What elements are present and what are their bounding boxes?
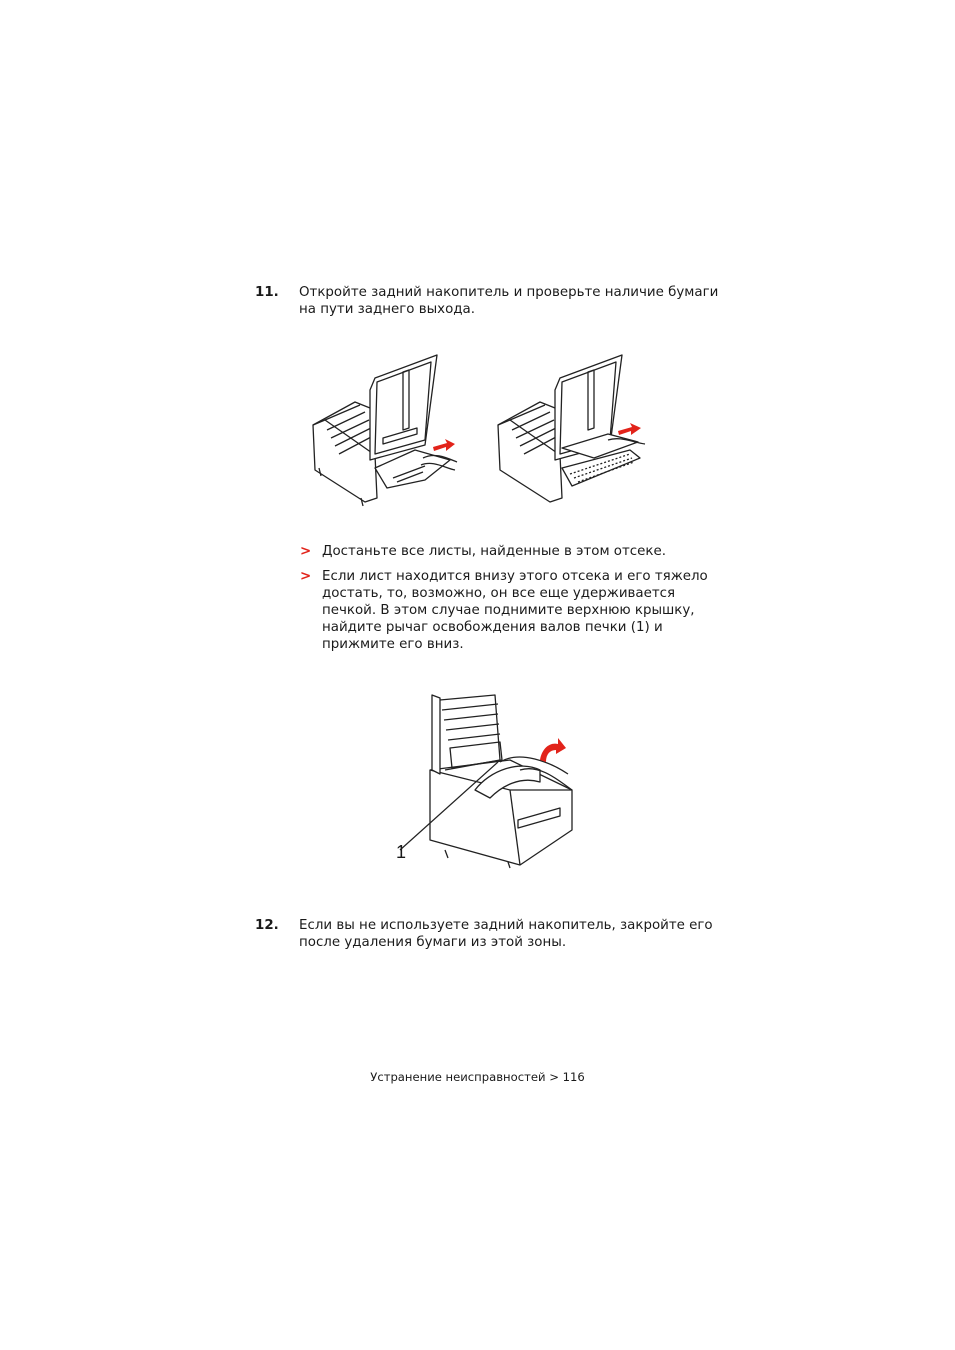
callout-label: 1 [396,842,407,862]
step-text: Откройте задний накопитель и проверьте наличие бумаги на пути заднего выхода. [299,285,719,317]
arrow-icon [433,439,455,451]
fuser-lever-illustration [390,690,580,870]
bullet-text: Если лист находится внизу этого отсека и его тяжело достать, то, возможно, он все еще удерживается печкой. В этом случае поднимите верхнюю крышку, найдите рычаг освобождения валов печки (1) и прижмите его вниз. [322,569,708,652]
bullet-text: Достаньте все листы, найденные в этом отсеке. [322,544,666,559]
arrow-icon [618,423,641,435]
arrow-icon [540,738,566,762]
step-number: 11. [255,285,279,300]
page-footer: Устранение неисправностей > 116 [370,1070,585,1084]
step-number: 12. [255,918,279,933]
step-text: Если вы не используете задний накопитель, закройте его после удаления бумаги из этой зоны. [299,918,713,950]
printer-right [498,355,645,502]
bullet-marker: > [300,544,312,559]
rear-stacker-illustration [305,350,650,510]
printer-left [313,355,457,506]
bullet-marker: > [300,569,312,584]
